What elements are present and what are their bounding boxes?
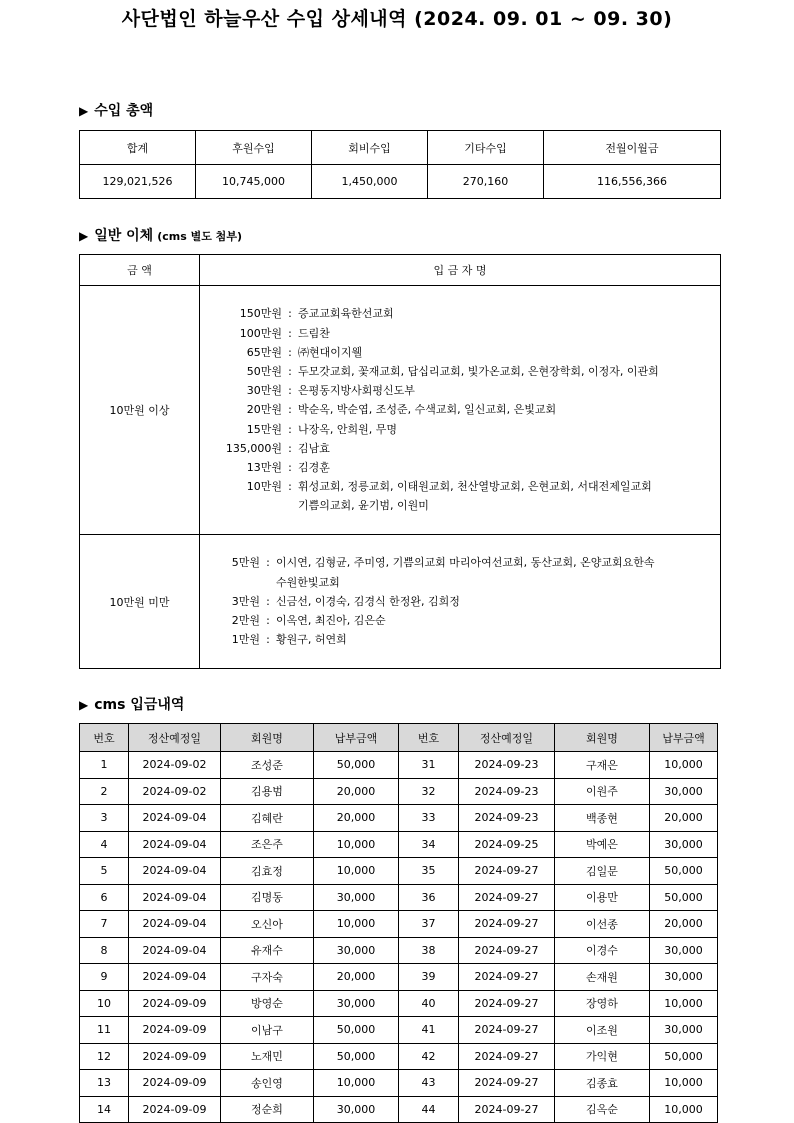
cms-date: 2024-09-27 xyxy=(459,1043,555,1070)
cms-table xyxy=(79,723,718,1123)
donor-names: ㈜현대이지웰 xyxy=(298,345,363,359)
cms-member: 김일문 xyxy=(555,858,650,885)
cms-member: 구자숙 xyxy=(221,964,314,991)
cms-member: 이원주 xyxy=(555,778,650,805)
amount-column-header: 금 액 xyxy=(80,255,200,286)
cms-no: 33 xyxy=(399,805,459,832)
cms-no: 43 xyxy=(399,1070,459,1097)
cms-date: 2024-09-04 xyxy=(129,884,221,911)
cms-no: 32 xyxy=(399,778,459,805)
donor-amount: 1만원 xyxy=(231,633,260,647)
cms-amount: 30,000 xyxy=(650,778,718,805)
cms-no: 7 xyxy=(80,911,129,938)
cms-no: 4 xyxy=(80,831,129,858)
cms-amount: 20,000 xyxy=(314,805,399,832)
cms-header-no: 번호 xyxy=(80,724,129,752)
cms-member: 이용만 xyxy=(555,884,650,911)
section-heading-text: 일반 이체 xyxy=(94,228,154,244)
cms-member: 이조원 xyxy=(555,1017,650,1044)
cms-date: 2024-09-23 xyxy=(459,805,555,832)
donor-continuation-line xyxy=(218,573,720,592)
cms-member: 송인영 xyxy=(221,1070,314,1097)
cms-no: 8 xyxy=(80,937,129,964)
cms-amount: 30,000 xyxy=(314,884,399,911)
table-row xyxy=(80,831,718,858)
section-heading-total xyxy=(79,100,153,120)
cms-date: 2024-09-23 xyxy=(459,778,555,805)
donor-amount: 150만원 xyxy=(239,307,282,321)
donor-line xyxy=(218,400,720,419)
donor-amount: 65만원 xyxy=(246,345,282,359)
donor-amount: 13만원 xyxy=(246,461,282,474)
cms-amount: 10,000 xyxy=(650,1070,718,1097)
cms-no: 34 xyxy=(399,831,459,858)
cms-date: 2024-09-27 xyxy=(459,1070,555,1097)
cms-member: 백종현 xyxy=(555,805,650,832)
cms-member: 구재은 xyxy=(555,752,650,779)
cms-no: 2 xyxy=(80,778,129,805)
donor-amount: 10만원 xyxy=(246,480,282,494)
cms-date: 2024-09-09 xyxy=(129,1017,221,1044)
cms-member: 조성준 xyxy=(221,752,314,779)
cms-amount: 50,000 xyxy=(314,1043,399,1070)
cms-date: 2024-09-09 xyxy=(129,1070,221,1097)
summary-table xyxy=(79,130,721,199)
table-row xyxy=(80,1096,718,1123)
cms-header-amount: 납부금액 xyxy=(650,724,718,752)
cms-amount: 10,000 xyxy=(314,831,399,858)
cms-no: 1 xyxy=(80,752,129,779)
cms-date: 2024-09-27 xyxy=(459,1096,555,1123)
cms-date: 2024-09-04 xyxy=(129,805,221,832)
table-row xyxy=(80,1043,718,1070)
donor-line xyxy=(218,420,720,439)
summary-header: 후원수입 xyxy=(196,131,312,165)
right-triangle-icon: ▶ xyxy=(79,698,89,712)
donor-amount: 30만원 xyxy=(246,384,282,398)
cms-no: 42 xyxy=(399,1043,459,1070)
donor-names: 휘성교회, 정릉교회, 이태원교회, 천산열방교회, 은현교회, 서대전제일교회 xyxy=(298,480,652,494)
cms-member: 김용범 xyxy=(221,778,314,805)
right-triangle-icon: ▶ xyxy=(79,229,89,243)
cms-amount: 20,000 xyxy=(650,805,718,832)
donor-separator: : xyxy=(266,614,270,628)
cms-member: 김혜란 xyxy=(221,805,314,832)
cms-no: 11 xyxy=(80,1017,129,1044)
cms-amount: 10,000 xyxy=(650,990,718,1017)
section-heading-cms xyxy=(79,694,184,714)
summary-header: 합계 xyxy=(80,131,196,165)
donor-separator: : xyxy=(288,441,292,455)
table-row xyxy=(80,1017,718,1044)
cms-member: 박예은 xyxy=(555,831,650,858)
donor-amount: 15만원 xyxy=(246,422,282,436)
cms-member: 유재수 xyxy=(221,937,314,964)
donor-amount: 2만원 xyxy=(231,614,260,628)
deposit-table xyxy=(79,254,721,669)
donor-amount: 3만원 xyxy=(231,594,260,608)
summary-value: 129,021,526 xyxy=(80,165,196,199)
cms-amount: 30,000 xyxy=(650,1017,718,1044)
donor-separator: : xyxy=(288,480,292,494)
cms-amount: 10,000 xyxy=(314,911,399,938)
cms-no: 3 xyxy=(80,805,129,832)
cms-amount: 10,000 xyxy=(314,858,399,885)
donor-line xyxy=(218,304,720,323)
donor-line xyxy=(218,324,720,343)
table-row xyxy=(80,778,718,805)
donor-names: 증교교회육한선교회 xyxy=(298,307,394,321)
cms-member: 장영하 xyxy=(555,990,650,1017)
summary-header: 회비수입 xyxy=(312,131,428,165)
cms-no: 9 xyxy=(80,964,129,991)
cms-header-member: 회원명 xyxy=(555,724,650,752)
cms-no: 38 xyxy=(399,937,459,964)
cms-amount: 20,000 xyxy=(650,911,718,938)
donor-names: 김남효 xyxy=(298,441,330,455)
donor-separator: : xyxy=(288,307,292,321)
summary-value: 116,556,366 xyxy=(544,165,721,199)
cms-amount: 30,000 xyxy=(650,964,718,991)
cms-date: 2024-09-04 xyxy=(129,831,221,858)
table-row xyxy=(80,990,718,1017)
over-label: 10만원 이상 xyxy=(80,286,200,535)
page-title: 사단법인 하늘우산 수입 상세내역 (2024. 09. 01 ~ 09. 30) xyxy=(121,8,673,30)
cms-date: 2024-09-27 xyxy=(459,964,555,991)
donor-line xyxy=(218,630,720,649)
donor-separator: : xyxy=(288,422,292,436)
summary-header: 전월이월금 xyxy=(544,131,721,165)
table-row xyxy=(80,911,718,938)
cms-member: 이선종 xyxy=(555,911,650,938)
under-donor-list xyxy=(200,553,720,649)
donor-separator: : xyxy=(288,345,292,359)
donor-names: 신금선, 이경숙, 김경식 한정완, 김희정 xyxy=(276,594,460,608)
cms-amount: 10,000 xyxy=(650,752,718,779)
cms-no: 14 xyxy=(80,1096,129,1123)
cms-member: 김옥순 xyxy=(555,1096,650,1123)
cms-date: 2024-09-02 xyxy=(129,752,221,779)
cms-member: 조은주 xyxy=(221,831,314,858)
cms-no: 41 xyxy=(399,1017,459,1044)
donor-amount: 20만원 xyxy=(246,403,282,417)
donor-names: 이옥연, 최진아, 김은순 xyxy=(276,614,386,628)
cms-member: 김명동 xyxy=(221,884,314,911)
cms-no: 36 xyxy=(399,884,459,911)
cms-date: 2024-09-02 xyxy=(129,778,221,805)
section-heading-text: cms 입금내역 xyxy=(94,697,185,713)
cms-amount: 30,000 xyxy=(314,937,399,964)
cms-member: 김효정 xyxy=(221,858,314,885)
donor-continuation-line xyxy=(218,496,720,515)
cms-amount: 50,000 xyxy=(650,1043,718,1070)
donor-names: 이시연, 김형균, 주미영, 기쁨의교회 마리아여선교회, 동산교회, 온양교회요한속 xyxy=(276,556,655,570)
cms-member: 오신아 xyxy=(221,911,314,938)
cms-amount: 30,000 xyxy=(314,1096,399,1123)
donor-separator: : xyxy=(288,364,292,378)
cms-no: 44 xyxy=(399,1096,459,1123)
cms-header-date: 정산예정일 xyxy=(129,724,221,752)
donor-separator: : xyxy=(266,633,270,647)
cms-date: 2024-09-04 xyxy=(129,858,221,885)
donor-line xyxy=(218,477,720,496)
cms-amount: 10,000 xyxy=(314,1070,399,1097)
summary-value-row xyxy=(80,165,721,199)
donor-line xyxy=(218,381,720,400)
deposit-under-row xyxy=(80,535,721,669)
table-row xyxy=(80,752,718,779)
summary-value: 270,160 xyxy=(428,165,544,199)
cms-amount: 30,000 xyxy=(650,937,718,964)
donor-line xyxy=(218,458,720,477)
table-row xyxy=(80,1070,718,1097)
donor-names: 나장옥, 안희원, 무명 xyxy=(298,422,397,436)
donor-names: 박순옥, 박순엽, 조성준, 수색교회, 일신교회, 은빛교회 xyxy=(298,403,557,417)
summary-header-row xyxy=(80,131,721,165)
cms-header-date: 정산예정일 xyxy=(459,724,555,752)
cms-date: 2024-09-27 xyxy=(459,1017,555,1044)
summary-value: 1,450,000 xyxy=(312,165,428,199)
cms-member: 이경수 xyxy=(555,937,650,964)
cms-no: 6 xyxy=(80,884,129,911)
cms-amount: 30,000 xyxy=(314,990,399,1017)
under-label: 10만원 미만 xyxy=(80,535,200,669)
cms-no: 39 xyxy=(399,964,459,991)
cms-member: 손재원 xyxy=(555,964,650,991)
cms-date: 2024-09-09 xyxy=(129,990,221,1017)
cms-header-amount: 납부금액 xyxy=(314,724,399,752)
cms-member: 가익현 xyxy=(555,1043,650,1070)
cms-amount: 20,000 xyxy=(314,964,399,991)
section-subheading: (cms 별도 첨부) xyxy=(157,230,242,243)
donor-continuation: 수원한빛교회 xyxy=(276,575,340,589)
cms-no: 10 xyxy=(80,990,129,1017)
cms-header-row xyxy=(80,724,718,752)
donor-line xyxy=(218,439,720,458)
cms-member: 정순희 xyxy=(221,1096,314,1123)
cms-no: 13 xyxy=(80,1070,129,1097)
donor-separator: : xyxy=(288,403,292,417)
donor-line xyxy=(218,553,720,572)
summary-header: 기타수입 xyxy=(428,131,544,165)
table-row xyxy=(80,884,718,911)
donor-amount: 100만원 xyxy=(239,326,282,340)
donor-names: 드림찬 xyxy=(298,326,330,340)
donor-names: 두모갓교회, 꽃재교회, 답십리교회, 빛가온교회, 은현장학회, 이정자, 이관희 xyxy=(298,364,659,378)
cms-header-no: 번호 xyxy=(399,724,459,752)
cms-amount: 50,000 xyxy=(314,752,399,779)
donor-line xyxy=(218,611,720,630)
deposit-over-row xyxy=(80,286,721,535)
section-heading-text: 수입 총액 xyxy=(94,103,154,119)
deposit-header-row xyxy=(80,255,721,286)
donor-separator: : xyxy=(288,384,292,398)
table-row xyxy=(80,937,718,964)
cms-no: 31 xyxy=(399,752,459,779)
donor-line xyxy=(218,362,720,381)
cms-no: 35 xyxy=(399,858,459,885)
cms-amount: 50,000 xyxy=(314,1017,399,1044)
donor-separator: : xyxy=(288,461,292,474)
cms-date: 2024-09-27 xyxy=(459,858,555,885)
donor-line xyxy=(218,592,720,611)
cms-amount: 20,000 xyxy=(314,778,399,805)
cms-date: 2024-09-27 xyxy=(459,884,555,911)
cms-date: 2024-09-09 xyxy=(129,1096,221,1123)
table-row xyxy=(80,964,718,991)
donor-continuation: 기쁨의교회, 윤기범, 이원미 xyxy=(298,499,429,513)
donor-names: 황원구, 허연희 xyxy=(276,633,347,647)
right-triangle-icon: ▶ xyxy=(79,104,89,118)
donor-amount: 5만원 xyxy=(231,556,260,570)
cms-amount: 50,000 xyxy=(650,884,718,911)
cms-header-member: 회원명 xyxy=(221,724,314,752)
donor-separator: : xyxy=(266,556,270,570)
cms-date: 2024-09-27 xyxy=(459,911,555,938)
over-donor-cell xyxy=(200,286,721,535)
donor-amount: 135,000원 xyxy=(225,441,282,455)
cms-member: 방영순 xyxy=(221,990,314,1017)
cms-no: 37 xyxy=(399,911,459,938)
table-row xyxy=(80,805,718,832)
cms-date: 2024-09-23 xyxy=(459,752,555,779)
cms-date: 2024-09-04 xyxy=(129,964,221,991)
cms-amount: 30,000 xyxy=(650,831,718,858)
donor-names: 김경훈 xyxy=(298,461,330,474)
donor-separator: : xyxy=(288,326,292,340)
section-heading-transfer xyxy=(79,225,242,245)
cms-date: 2024-09-04 xyxy=(129,911,221,938)
over-donor-list xyxy=(200,304,720,515)
name-column-header: 입 금 자 명 xyxy=(200,255,721,286)
donor-amount: 50만원 xyxy=(246,364,282,378)
cms-date: 2024-09-09 xyxy=(129,1043,221,1070)
cms-no: 40 xyxy=(399,990,459,1017)
cms-member: 김종효 xyxy=(555,1070,650,1097)
cms-date: 2024-09-04 xyxy=(129,937,221,964)
cms-date: 2024-09-27 xyxy=(459,990,555,1017)
cms-amount: 10,000 xyxy=(650,1096,718,1123)
donor-names: 은평동지방사회평신도부 xyxy=(298,384,415,398)
cms-member: 노재민 xyxy=(221,1043,314,1070)
cms-amount: 50,000 xyxy=(650,858,718,885)
cms-date: 2024-09-25 xyxy=(459,831,555,858)
table-row xyxy=(80,858,718,885)
under-donor-cell xyxy=(200,535,721,669)
cms-no: 12 xyxy=(80,1043,129,1070)
cms-no: 5 xyxy=(80,858,129,885)
cms-date: 2024-09-27 xyxy=(459,937,555,964)
donor-line xyxy=(218,343,720,362)
donor-separator: : xyxy=(266,594,270,608)
cms-body xyxy=(80,752,718,1123)
summary-value: 10,745,000 xyxy=(196,165,312,199)
cms-member: 이남구 xyxy=(221,1017,314,1044)
